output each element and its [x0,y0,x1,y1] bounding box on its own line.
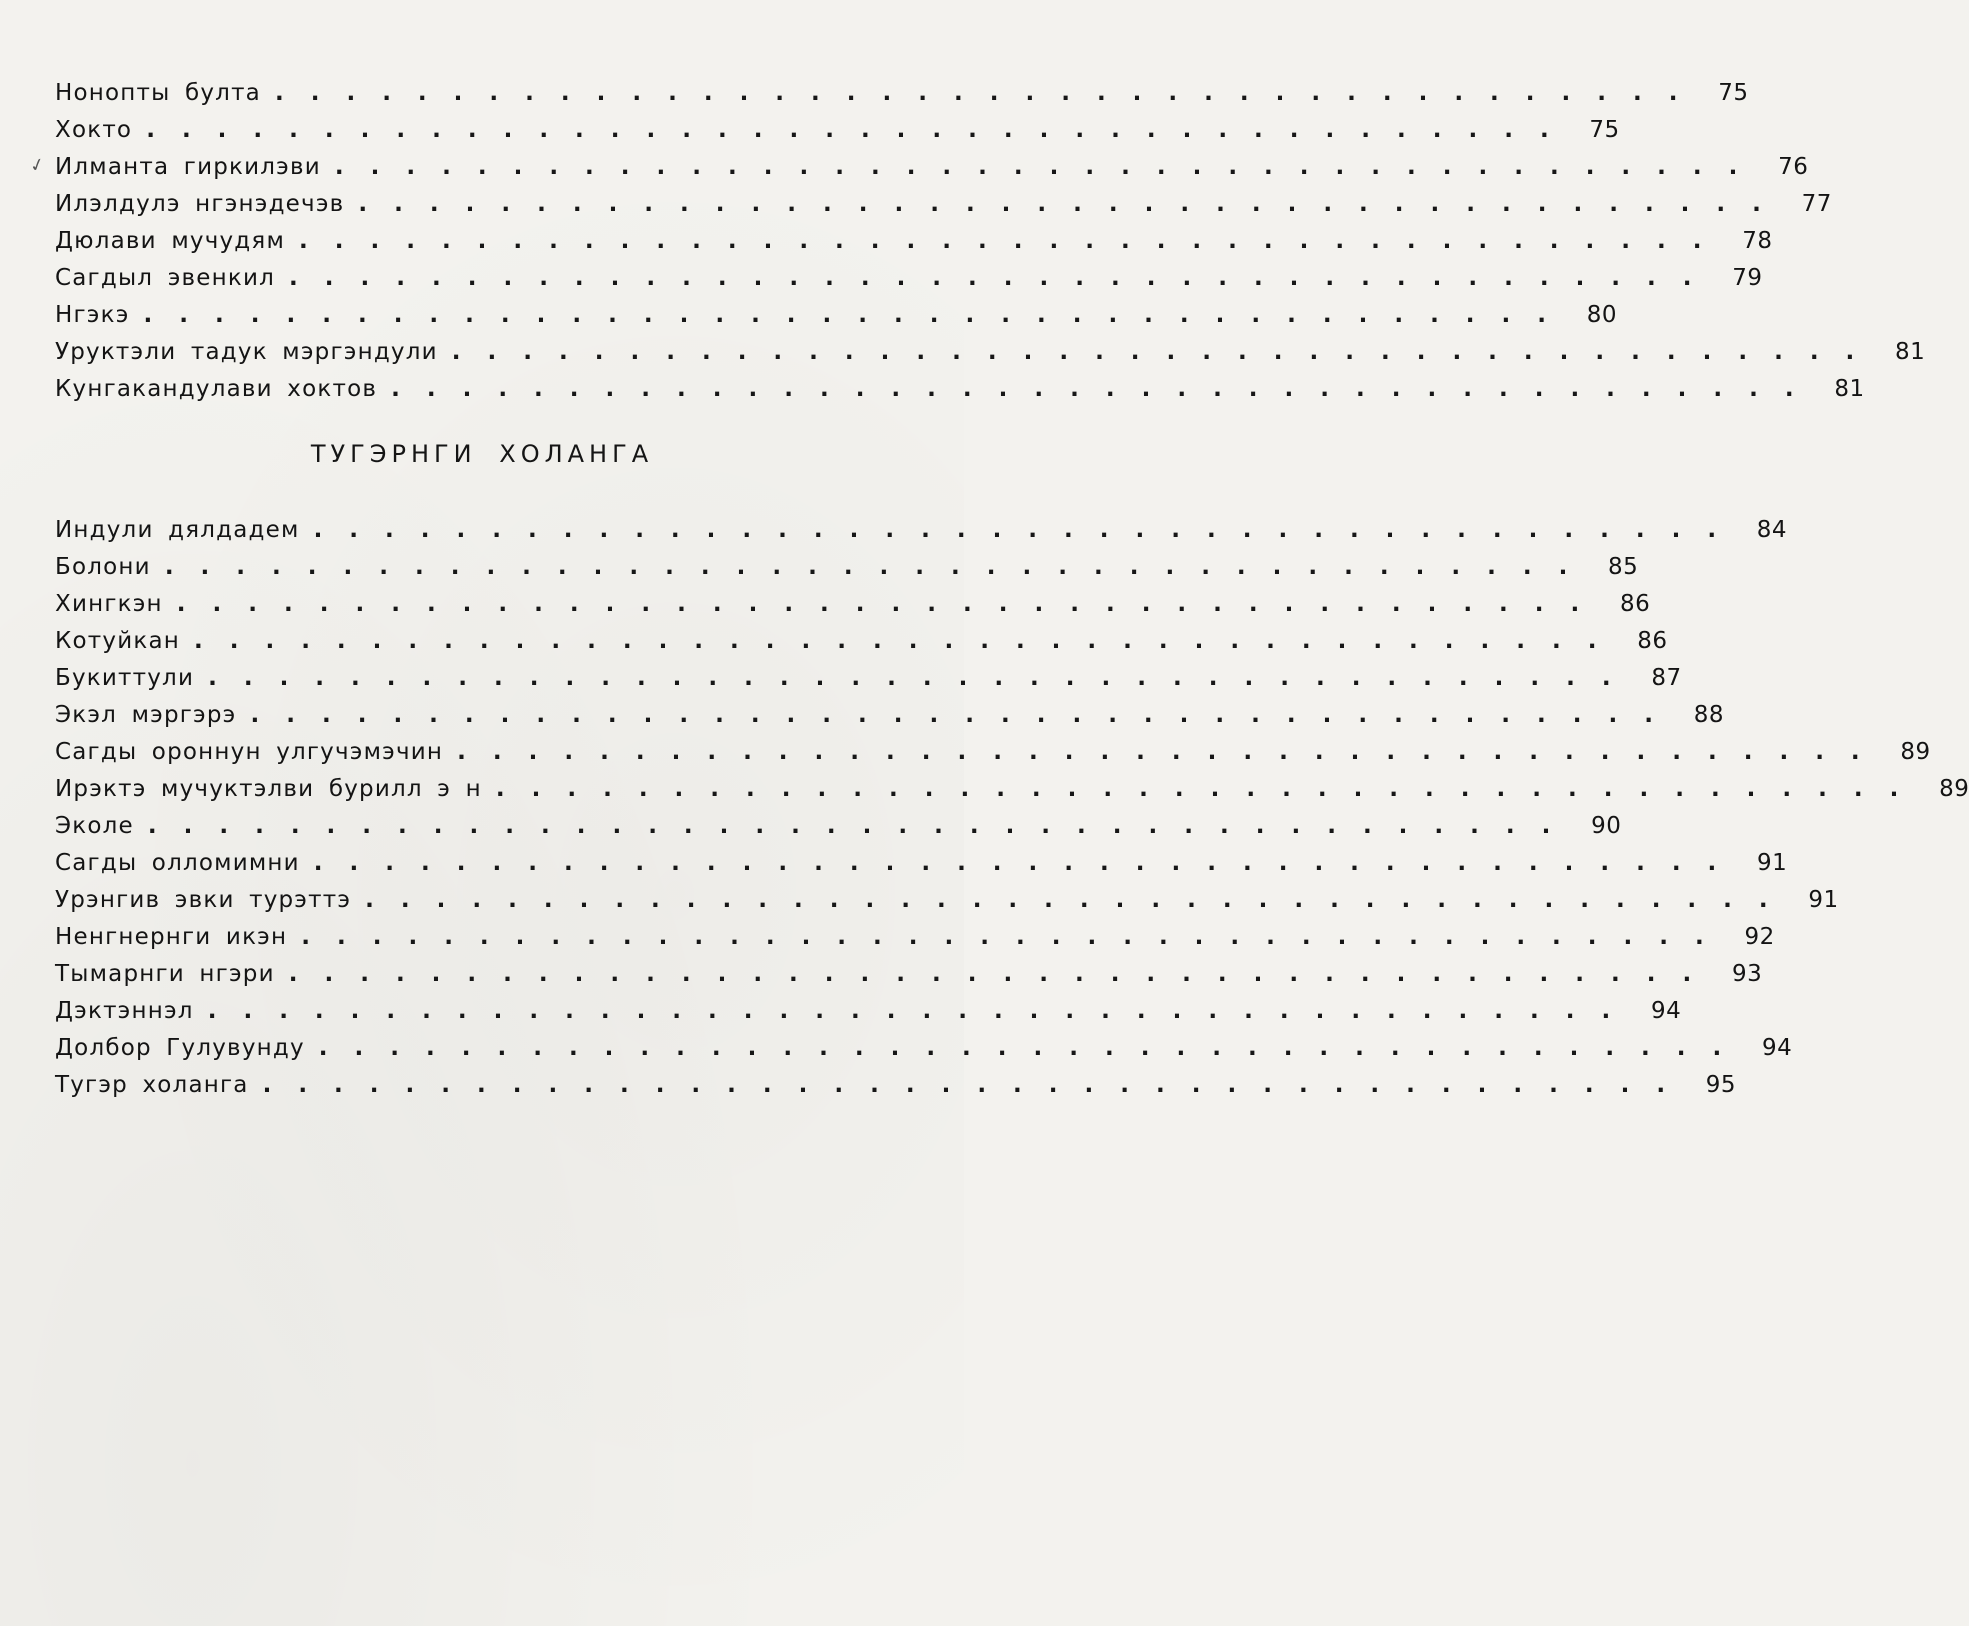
dot-leader: ........................................ [313,517,1744,543]
toc-entry-page: 94 [1650,998,1682,1024]
toc-entry-page: 86 [1620,591,1651,617]
pencil-check-mark: ✓ [27,153,48,178]
toc-entry [55,776,1969,813]
toc-entry-page: 88 [1693,702,1724,728]
toc-entry-title: Букиттули [55,665,195,691]
dot-leader: ........................................ [318,1035,1749,1061]
toc-entry-title: Экэл мэргэрэ [55,702,237,728]
toc-entry [55,517,1788,554]
dot-leader: ........................................ [274,80,1705,106]
toc-entry-title: Илэлдулэ нгэнэдечэв [55,191,345,217]
dot-leader: ........................................ [143,302,1574,328]
dot-leader: ........................................ [334,154,1765,180]
toc-entry-page: 95 [1705,1072,1737,1098]
toc-entry-title: Хингкэн [55,591,163,617]
dot-leader: ........................................ [207,998,1638,1024]
toc-entry [55,265,1763,302]
toc-entry-page: 78 [1742,228,1773,254]
toc-entry-title: Сагды олломимни [55,850,300,876]
toc-entry-page: 81 [1895,339,1926,365]
dot-leader: ........................................ [457,739,1887,765]
toc-entry [55,998,1682,1035]
section-heading: ТУГЭРНГИ ХОЛАНГА [310,440,654,468]
dot-leader: ........................................ [358,191,1788,217]
dot-leader: ........................................ [146,117,1576,143]
toc-entry [55,702,1724,739]
toc-entry-title: Тымарнги нгэри [55,961,275,987]
toc-entry-page: 93 [1731,961,1763,987]
toc-entry [55,376,1865,413]
dot-leader: ........................................ [301,924,1731,950]
toc-entry-page: 75 [1718,80,1749,106]
toc-entry-page: 79 [1732,265,1763,291]
toc-section-1 [55,80,1926,413]
toc-entry-title: Котуйкан [55,628,180,654]
toc-entry-title: Эколе [55,813,134,839]
toc-entry-page: 84 [1756,517,1788,543]
toc-entry [55,80,1749,117]
toc-entry-page: 80 [1586,302,1618,328]
toc-entry-title: Кунгакандулави хоктов [55,376,378,402]
toc-entry-page: 77 [1801,191,1832,217]
toc-entry [55,924,1775,961]
dot-leader: ........................................ [495,776,1926,802]
toc-entry [55,191,1832,228]
toc-entry [55,628,1668,665]
toc-entry [55,591,1651,628]
toc-entry [55,887,1839,924]
toc-entry-title: Уруктэли тадук мэргэндули [55,339,438,365]
toc-entry-title: Нгэкэ [55,302,130,328]
dot-leader: ........................................ [289,265,1719,291]
toc-entry-page: 76 [1778,154,1809,180]
dot-leader: ........................................ [451,339,1882,365]
toc-entry-title: Нонопты булта [55,80,261,106]
toc-entry [55,961,1763,998]
dot-leader: ........................................ [147,813,1578,839]
toc-entry-title: Урэнгив эвки турэттэ [55,887,352,913]
dot-leader: ........................................ [313,850,1744,876]
toc-entry-page: 91 [1757,850,1788,876]
toc-entry-page: 85 [1608,554,1639,580]
toc-entry-title: Ирэктэ мучуктэлви бурилл э н [55,776,482,802]
toc-entry-page: 89 [1939,776,1969,802]
toc-entry-title: Дюлави мучудям [55,228,285,254]
toc-entry [55,850,1788,887]
toc-entry-title: Сагдыл эвенкил [55,265,276,291]
dot-leader: ........................................ [288,961,1719,987]
toc-entry [55,302,1618,339]
toc-entry [55,1035,1793,1072]
dot-leader: ........................................ [208,665,1638,691]
toc-entry-title: Тугэр холанга [55,1072,249,1098]
toc-entry-page: 90 [1591,813,1622,839]
toc-entry [55,813,1622,850]
toc-entry [55,339,1926,376]
toc-entry-title: Болони [55,554,151,580]
toc-entry [55,554,1639,591]
toc-entry-page: 86 [1637,628,1668,654]
dot-leader: ........................................ [193,628,1624,654]
toc-entry-title: Долбор Гулувунду [55,1035,305,1061]
dot-leader: ........................................ [164,554,1595,580]
dot-leader: ........................................ [176,591,1607,617]
dot-leader: ........................................ [365,887,1795,913]
toc-entry-title: Сагды ороннун улгучэмэчин [55,739,444,765]
toc-entry-page: 81 [1834,376,1865,402]
toc-entry-title: Хокто [55,117,133,143]
toc-entry-page: 94 [1762,1035,1793,1061]
toc-entry [55,665,1682,702]
toc-entry-title: Дэктэннэл [55,998,194,1024]
dot-leader: ........................................ [250,702,1680,728]
toc-entry-page: 89 [1900,739,1931,765]
toc-entry [55,117,1620,154]
toc-entry-title: Илманта гиркилэви [55,154,321,180]
toc-section-2 [55,517,1969,1109]
toc-entry [55,228,1773,265]
toc-entry-page: 92 [1744,924,1775,950]
toc-entry-title: Ненгнернги икэн [55,924,288,950]
toc-entry-page: 87 [1651,665,1682,691]
dot-leader: ........................................ [262,1072,1693,1098]
dot-leader: ........................................ [299,228,1729,254]
toc-entry-page: 75 [1589,117,1620,143]
toc-entry-title: Индули дялдадем [55,517,300,543]
toc-entry [55,739,1931,776]
dot-leader: ........................................ [391,376,1821,402]
toc-entry [55,154,1809,191]
toc-entry [55,1072,1737,1109]
toc-entry-page: 91 [1808,887,1839,913]
